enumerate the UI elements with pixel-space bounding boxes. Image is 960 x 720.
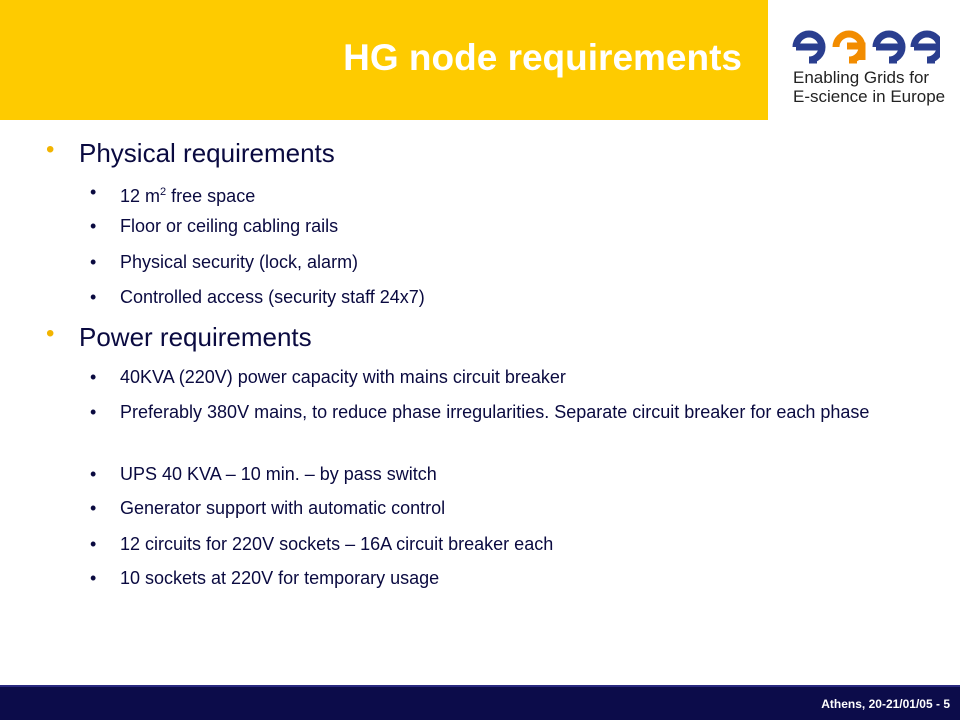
bullet-icon: •	[90, 182, 97, 202]
list-item: • UPS 40 KVA – 10 min. – by pass switch	[120, 462, 910, 487]
bullet-icon: •	[90, 287, 97, 307]
section-heading-power: • Power requirements	[46, 320, 312, 352]
bullet-icon: •	[46, 136, 55, 163]
slide-title: HG node requirements	[343, 37, 742, 78]
list-item: • Generator support with automatic control	[120, 496, 910, 521]
list-item: • 12 circuits for 220V sockets – 16A circuit breaker each	[120, 532, 910, 557]
list-item: • 40KVA (220V) power capacity with mains circuit breaker	[120, 365, 910, 390]
bullet-icon: •	[90, 402, 97, 422]
footer-bar	[0, 685, 960, 720]
bullet-icon: •	[90, 367, 97, 387]
list-item: • Controlled access (security staff 24x7)	[120, 285, 910, 310]
list-item: • 12 $m^2$ free space	[90, 182, 256, 206]
bullet-icon: •	[90, 216, 97, 236]
list-item: • Floor or ceiling cabling rails	[120, 214, 910, 239]
list-item: • 10 sockets at 220V for temporary usage	[120, 566, 910, 591]
section-heading-physical: • Physical requirements	[46, 136, 335, 168]
bullet-icon: •	[90, 252, 97, 272]
bullet-icon: •	[46, 320, 55, 347]
bullet-icon: •	[90, 568, 97, 588]
logo-tagline-line2: E-science in Europe	[793, 87, 946, 106]
bullet-icon: •	[90, 534, 97, 554]
bullet-icon: •	[90, 464, 97, 484]
footer-text: Athens, 20-21/01/05 - 5	[821, 697, 950, 711]
bullet-icon: •	[90, 498, 97, 518]
list-item: • Preferably 380V mains, to reduce phase irregularities. Separate circuit breaker for each phase	[120, 400, 910, 425]
list-item: • Physical security (lock, alarm)	[120, 250, 910, 275]
logo-tagline-line1: Enabling Grids for	[793, 68, 930, 87]
